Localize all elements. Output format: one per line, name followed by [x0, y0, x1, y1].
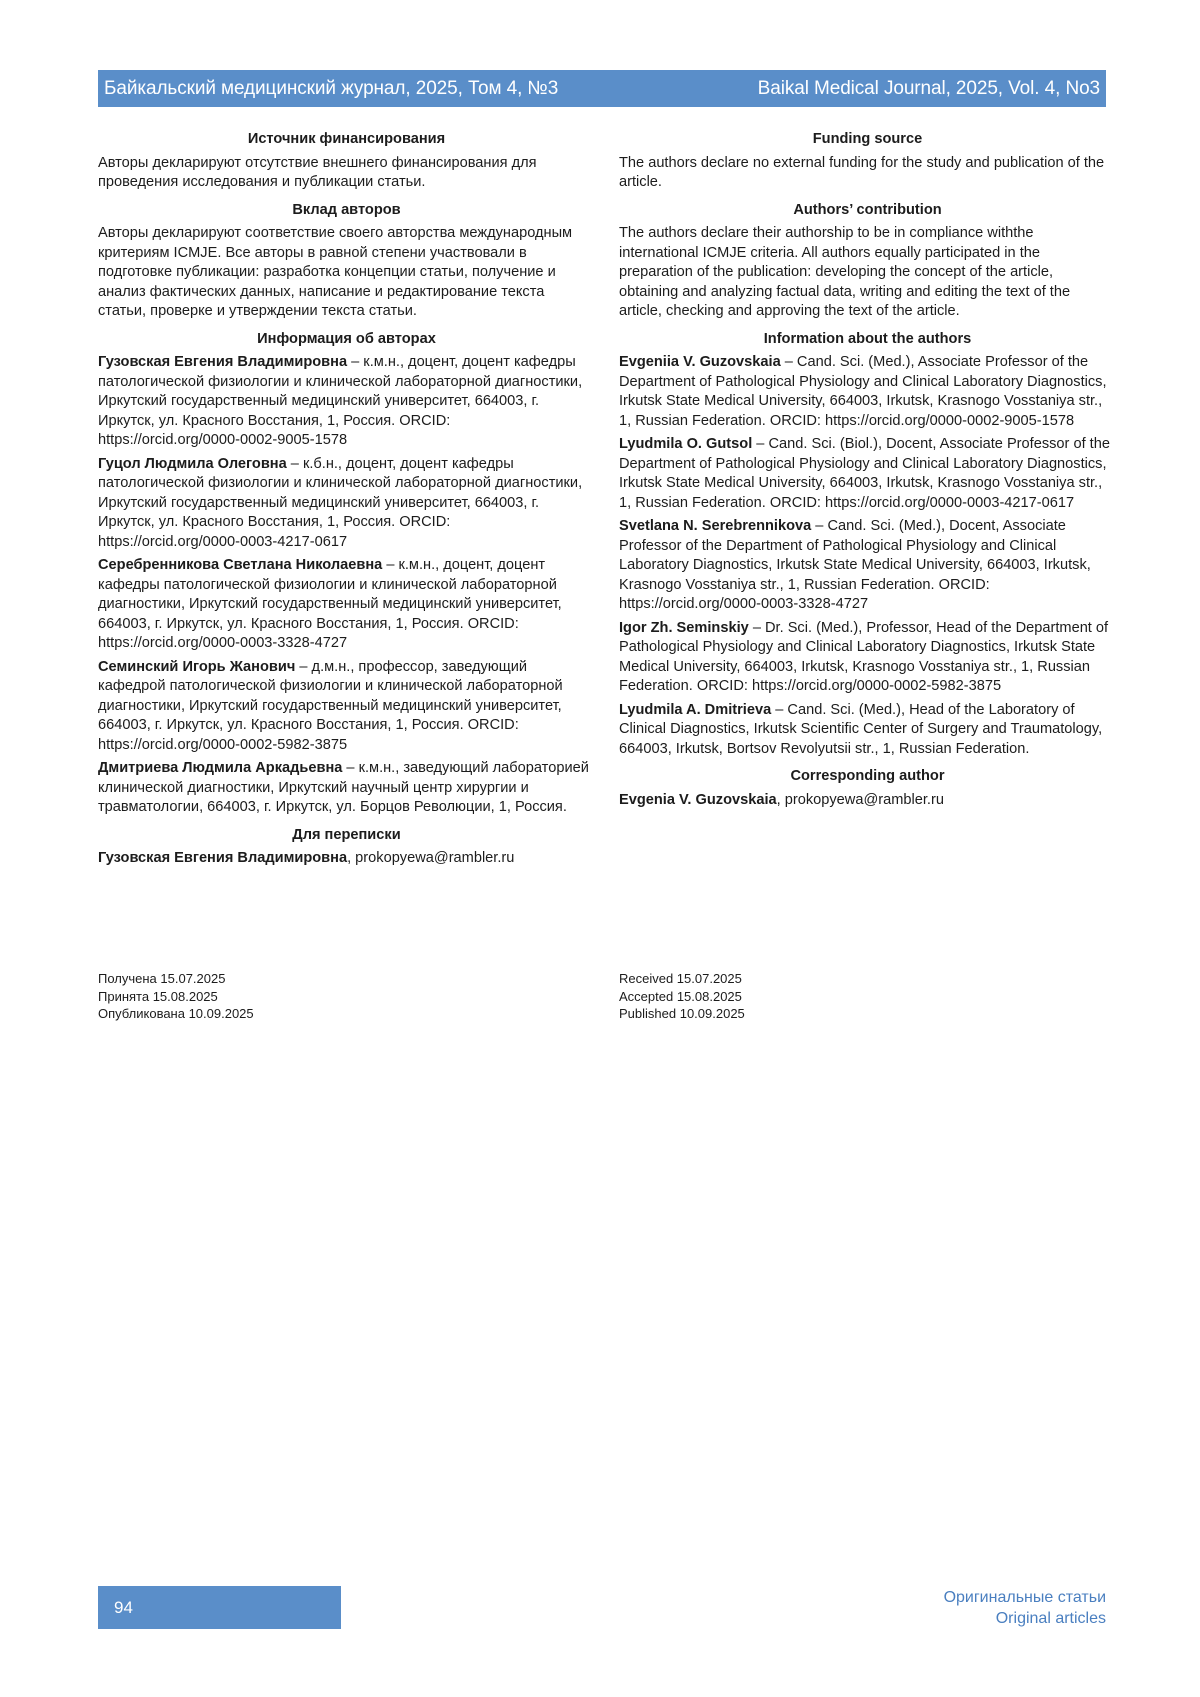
author-details: – Cand. Sci. (Med.), Associate Professor of the Department of Pathological Physiology and Clinical Laboratory Diagnostics, Irkutsk State Medical University, 664003, Irkutsk, Krasnogo Vosstaniya str., 1, Russian Federation. ORCID: https://orcid.org/0000-0002-9005-1578: [619, 354, 1107, 429]
contribution-title: Вклад авторов: [292, 201, 401, 218]
funding-title: Источник финансирования: [247, 131, 446, 147]
accepted-date: Принята 15.08.2025: [98, 988, 218, 1004]
correspondence-email: , prokopyewa@rambler.ru: [776, 791, 944, 808]
received-date: Получена 15.07.2025: [98, 971, 226, 986]
author-entry: [619, 435, 1116, 513]
author-name: Гузовская Евгения Владимировна: [98, 354, 348, 370]
contribution-title: Authors’ contribution: [793, 201, 942, 218]
correspondence-entry: [619, 791, 1116, 811]
author-details: – Dr. Sci. (Med.), Professor, Head of the Department of Pathological Physiology and Clinical Laboratory Diagnostics, Irkutsk State Medical University, 664003, Irkutsk, Krasnogo Vosstaniya str., 1, Russian Federation. ORCID: https://orcid.org/0000-0002-5982-3875: [619, 619, 1109, 694]
correspondence-title: Corresponding author: [790, 768, 945, 784]
author-name: Igor Zh. Seminskiy: [619, 619, 749, 636]
funding-title: Funding source: [812, 131, 923, 147]
funding-text: Авторы декларируют отсутствие внешнего финансирования для проведения исследования и публикации статьи.: [98, 154, 537, 190]
author-details: – Cand. Sci. (Med.), Docent, Associate Professor of the Department of Pathological Physiology and Clinical Laboratory Diagnostics, Irkutsk State Medical University, 664003, Irkutsk, Krasnogo Vosstaniya str., 1, Russian Federation. ORCID: https://orcid.org/0000-0003-3328-4727: [619, 518, 1091, 612]
section-label-ru: Оригинальные статьи: [943, 1589, 1106, 1606]
author-name: Evgeniia V. Guzovskaia: [619, 354, 781, 370]
author-name: Семинский Игорь Жанович: [98, 658, 296, 675]
author-name: Lyudmila O. Gutsol: [619, 436, 753, 452]
author-details: – Cand. Sci. (Biol.), Docent, Associate Professor of the Department of Pathological Physiology and Clinical Laboratory Diagnostics, Irkutsk State Medical University, 664003, Irkutsk, Krasnogo Vosstaniya str., 1, Russian Federation. ORCID: https://orcid.org/0000-0003-4217-0617: [619, 436, 1110, 511]
author-entry: [619, 517, 1116, 615]
author-name: Lyudmila A. Dmitrieva: [619, 701, 772, 718]
author-name: Дмитриева Людмила Аркадьевна: [98, 760, 343, 776]
correspondence-name: Evgenia V. Guzovskaia: [619, 791, 777, 808]
contribution-text: Авторы декларируют соответствие своего авторства международным критериям ICMJE. Все авторы в равной степени участвовали в подготовке публикации: разработка концепции статьи, получение и анализ фактических данных, написание и редактирование текста статьи, проверке и утверждении текста статьи.: [98, 225, 573, 319]
correspondence-entry: [98, 849, 595, 869]
column-russian: [98, 130, 595, 869]
author-entry: [98, 658, 595, 756]
author-entry: [98, 759, 595, 818]
received-date: Received 15.07.2025: [619, 971, 742, 986]
author-name: Гуцол Людмила Олеговна: [98, 455, 287, 472]
contribution-text: The authors declare their authorship to be in compliance withthe international ICMJE criteria. All authors equally participated in the preparation of the publication: developing the concept of the article, obtaining and analyzing factual data, writing and editing the text of the article, checking and approving the text of the article.: [619, 225, 1071, 319]
author-details: – к.м.н., заведующий лабораторией клинической диагностики, Иркутский научный центр хирургии и травматологии, 664003, г. Иркутск, ул. Борцов Революции, 1, Россия.: [98, 760, 589, 815]
journal-header-band: [98, 70, 1106, 107]
author-details: – д.м.н., профессор, заведующий кафедрой патологической физиологии и клинической лабораторной диагностики, Иркутский государственный медицинский университет, 664003, г. Иркутск, ул. Красного Восстания, 1, Россия. ORCID: https://orcid.org/0000-0002-5982-3875: [98, 658, 563, 753]
accepted-date: Accepted 15.08.2025: [619, 988, 742, 1004]
correspondence-email: , prokopyewa@rambler.ru: [347, 850, 515, 866]
published-date: Опубликована 10.09.2025: [98, 1006, 254, 1021]
author-entry: [98, 556, 595, 654]
author-details: – к.м.н., доцент, доцент кафедры патологической физиологии и клинической лабораторной диагностики, Иркутский государственный медицинский университет, 664003, г. Иркутск, ул. Красного Восстания, 1, Россия. ORCID: https://orcid.org/0000-0003-3328-4727: [98, 557, 562, 651]
column-english: [619, 130, 1116, 810]
journal-title-en: Baikal Medical Journal, 2025, Vol. 4, No3: [757, 77, 1100, 99]
journal-title-ru: Байкальский медицинский журнал, 2025, Том 4, №3: [104, 77, 559, 99]
author-details: – Cand. Sci. (Med.), Head of the Laboratory of Clinical Diagnostics, Irkutsk Scientific Center of Surgery and Traumatology, 664003, Irkutsk, Bortsov Revolyutsii str., 1, Russian Federation.: [619, 701, 1103, 757]
author-entry: [619, 619, 1116, 697]
author-name: Серебренникова Светлана Николаевна: [98, 557, 383, 573]
page-number: 94: [114, 1597, 133, 1617]
page-number-box: [98, 1586, 341, 1629]
author-entry: [98, 353, 595, 451]
dates-russian: [98, 970, 595, 1023]
dates-english: [619, 970, 1116, 1023]
funding-text: The authors declare no external funding for the study and publication of the article.: [619, 154, 1105, 190]
authors-info-title: Информация об авторах: [257, 330, 436, 347]
section-label: [944, 1587, 1106, 1629]
author-name: Svetlana N. Serebrennikova: [619, 518, 812, 534]
correspondence-title: Для переписки: [292, 826, 401, 843]
author-details: – к.б.н., доцент, доцент кафедры патологической физиологии и клинической лабораторной диагностики, Иркутский государственный медицинский университет, 664003, г. Иркутск, ул. Красного Восстания, 1, Россия. ORCID: https://orcid.org/0000-0003-4217-0617: [98, 455, 583, 550]
published-date: Published 10.09.2025: [619, 1006, 745, 1021]
author-entry: [98, 455, 595, 553]
section-label-en: Original articles: [995, 1610, 1106, 1627]
author-details: – к.м.н., доцент, доцент кафедры патологической физиологии и клинической лабораторной диагностики, Иркутский государственный медицинский университет, 664003, г. Иркутск, ул. Красного Восстания, 1, Россия. ORCID: https://orcid.org/0000-0002-9005-1578: [98, 354, 583, 448]
authors-info-title: Information about the authors: [763, 330, 972, 347]
correspondence-name: Гузовская Евгения Владимировна: [98, 850, 348, 866]
author-entry: [619, 701, 1116, 760]
author-entry: [619, 353, 1116, 431]
